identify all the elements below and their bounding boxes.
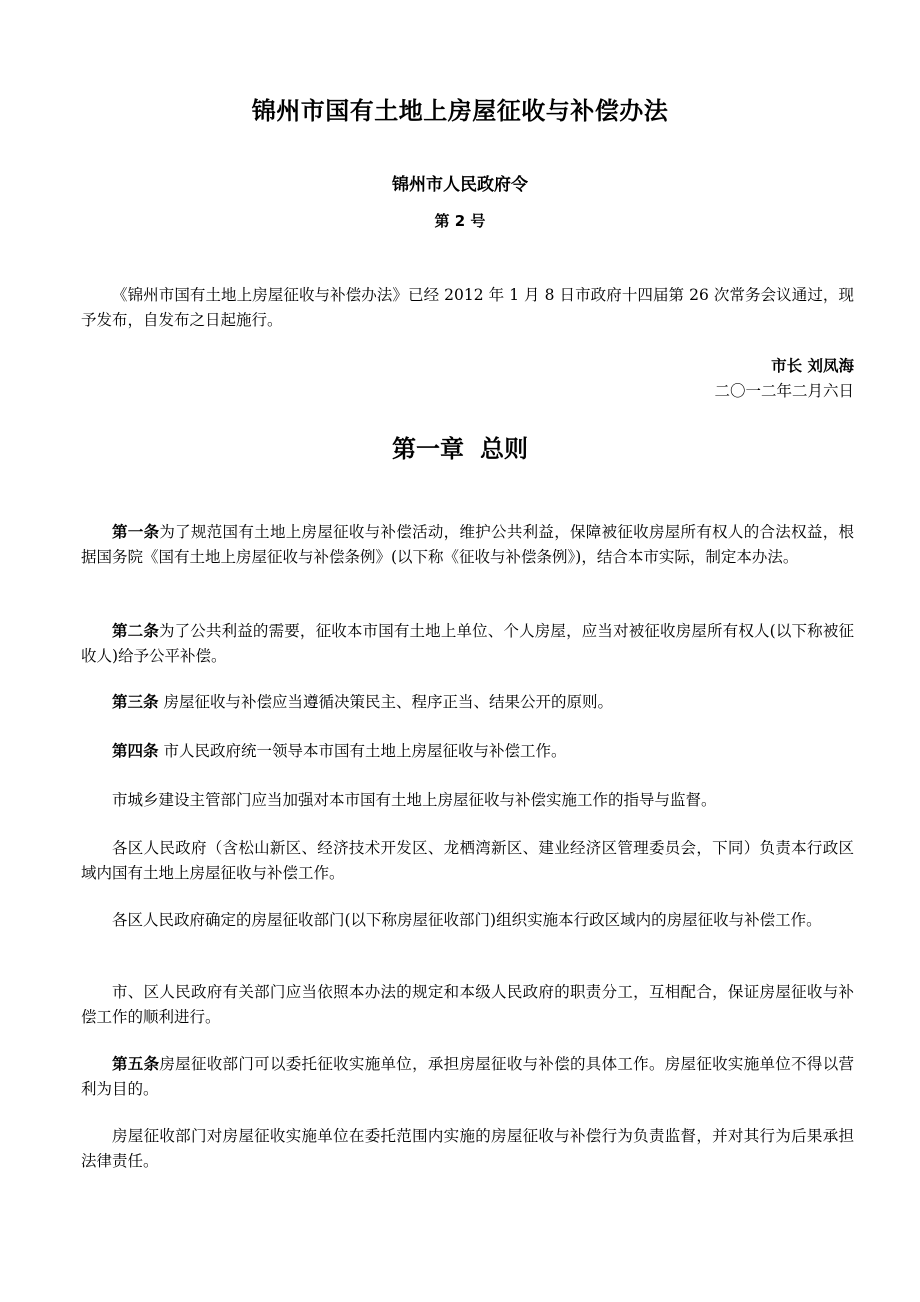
article-text: 市、区人民政府有关部门应当依照本办法的规定和本级人民政府的职责分工，互相配合，保证房屋征收与补偿工作的顺利进行。 <box>81 983 854 1026</box>
article-text: 房屋征收部门对房屋征收实施单位在委托范围内实施的房屋征收与补偿行为负责监督，并对其行为后果承担法律责任。 <box>81 1127 854 1170</box>
article-label: 第四条 <box>112 742 159 760</box>
article-paragraph <box>81 690 854 715</box>
document-title: 锦州市国有土地上房屋征收与补偿办法 <box>251 97 669 125</box>
article-label: 第三条 <box>112 693 159 711</box>
article-text: 市人民政府统一领导本市国有土地上房屋征收与补偿工作。 <box>158 742 567 760</box>
article-text: 各区人民政府确定的房屋征收部门(以下称房屋征收部门)组织实施本行政区域内的房屋征收与补偿工作。 <box>112 911 822 929</box>
article-paragraph <box>81 1052 854 1102</box>
article-label: 第五条 <box>112 1055 160 1073</box>
chapter-name: 总则 <box>480 435 528 463</box>
order-number: 第 2 号 <box>434 212 486 230</box>
article-label: 第二条 <box>112 622 159 640</box>
article-label: 第一条 <box>112 523 160 541</box>
article-paragraph <box>81 1124 854 1174</box>
article-text: 房屋征收与补偿应当遵循决策民主、程序正当、结果公开的原则。 <box>158 693 613 711</box>
article-paragraph <box>81 619 854 669</box>
article-text: 为了公共利益的需要，征收本市国有土地上单位、个人房屋，应当对被征收房屋所有权人(以下称被征收人)给予公平补偿。 <box>81 622 854 665</box>
order-title: 锦州市人民政府令 <box>392 175 528 195</box>
article-paragraph <box>81 788 854 813</box>
article-paragraph <box>81 836 854 886</box>
article-text: 为了规范国有土地上房屋征收与补偿活动，维护公共利益，保障被征收房屋所有权人的合法权益，根据国务院《国有土地上房屋征收与补偿条例》(以下称《征收与补偿条例》)，结合本市实际，制定本办法。 <box>81 523 854 566</box>
preamble-paragraph: 《锦州市国有土地上房屋征收与补偿办法》已经 2012 年 1 月 8 日市政府十四届第 26 次常务会议通过，现予发布，自发布之日起施行。 <box>81 286 854 329</box>
signature-date: 二〇一二年二月六日 <box>714 382 854 400</box>
article-paragraph <box>81 980 854 1030</box>
signature-title: 市长 刘凤海 <box>771 357 854 375</box>
article-text: 房屋征收部门可以委托征收实施单位，承担房屋征收与补偿的具体工作。房屋征收实施单位不得以营利为目的。 <box>81 1055 854 1098</box>
article-paragraph <box>81 520 854 570</box>
article-text: 各区人民政府（含松山新区、经济技术开发区、龙栖湾新区、建业经济区管理委员会，下同）负责本行政区域内国有土地上房屋征收与补偿工作。 <box>81 839 854 882</box>
article-paragraph <box>81 908 854 933</box>
article-paragraph <box>81 739 854 764</box>
article-text: 市城乡建设主管部门应当加强对本市国有土地上房屋征收与补偿实施工作的指导与监督。 <box>112 791 717 809</box>
chapter-number: 第一章 <box>392 435 464 463</box>
chapter-heading <box>0 432 920 466</box>
